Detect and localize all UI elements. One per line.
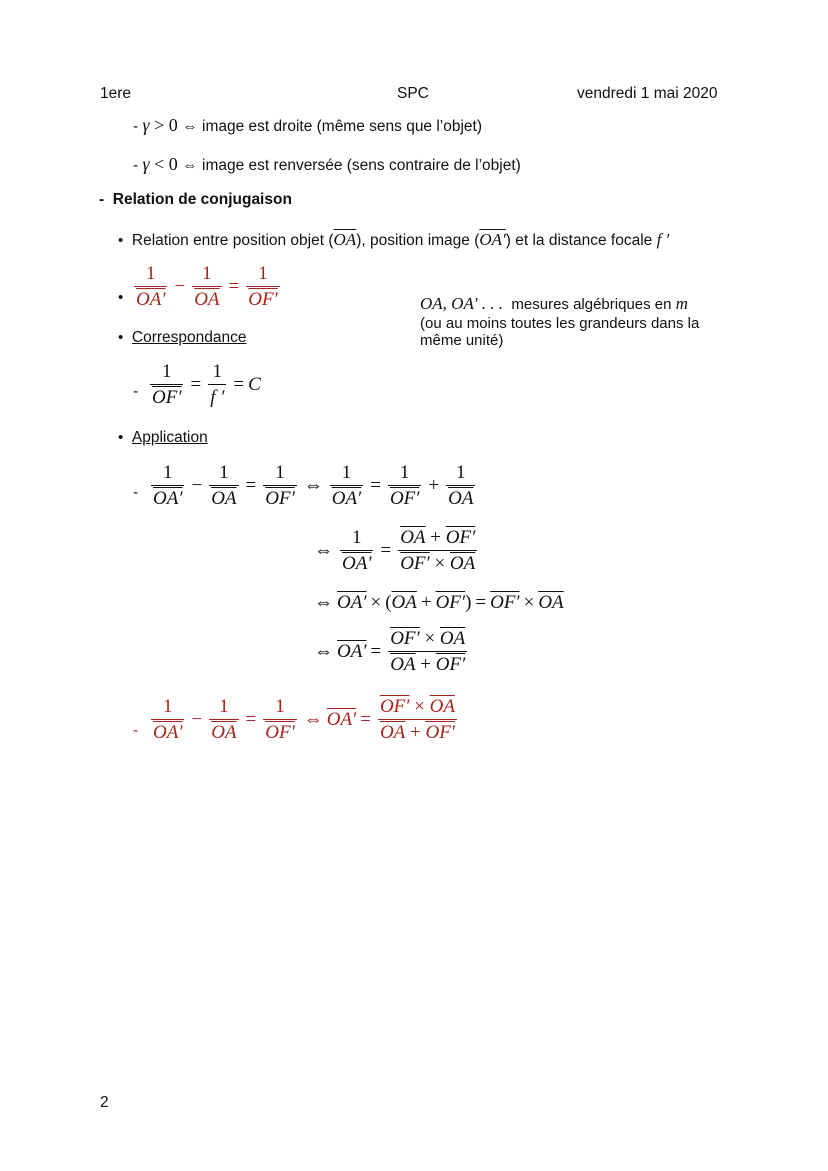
relation-line: • Relation entre position objet $(\overline{OA})$, position image (OA′) et la distance focale f ′	[118, 230, 670, 249]
relation-text-a: Relation entre position objet (	[131, 232, 334, 249]
dash-marker: -	[133, 722, 139, 739]
application-item	[118, 429, 208, 447]
bullet-icon: •	[118, 329, 124, 346]
derivation-step-4: ⇔ OA′ = $\frac{OF' \times \overline{OA}}{\overline{OA} + OF'}$	[314, 628, 466, 675]
derivation-step-3: ⇔ OA′ × ( $\overline{OA}$ + OF′ ) = OF′ × $\overline{OA}$	[314, 592, 564, 613]
header-center: SPC	[397, 85, 429, 102]
section-title: Relation de conjugaison	[112, 191, 292, 208]
final-result-formula: $\frac{1}{OA'}$ − $\frac{1}{OA}$ = $\frac{1}{OF'}$ ⇔ OA′ = $\frac{OF' \times \overline{OA}}{\overline{OA} + OF'}$	[153, 696, 455, 743]
correspondance-label: Correspondance	[131, 329, 247, 346]
correspondance-formula: $\frac{1}{OF'}$ = $\frac{1}{f '}$ = C	[152, 361, 261, 408]
note-line2: (ou au moins toutes les grandeurs dans la	[420, 315, 700, 332]
relation-text-b: ), position image (	[356, 232, 480, 249]
gamma-positive-line: - γ > 0 ⇔ image est droite (même sens que l’objet)	[133, 115, 483, 135]
correspondance-item	[118, 329, 247, 347]
bullet-icon: •	[118, 429, 124, 446]
derivation-step-1: $\frac{1}{OA'}$ − $\frac{1}{OA}$ = $\frac{1}{OF'}$ ⇔ $\frac{1}{OA'}$ = $\frac{1}{OF'}$ + $\frac{1}{OA}$	[153, 462, 474, 509]
note-unit: m	[675, 294, 688, 313]
bullet-icon: •	[118, 232, 124, 249]
header-right: vendredi 1 mai 2020	[577, 85, 718, 102]
conjugation-formula: $\frac{1}{OA'}$ − $\frac{1}{OA}$ = $\frac{1}{OF'}$	[136, 263, 278, 310]
application-label: Application	[131, 429, 208, 446]
note-line1: OA, OA′ . . . mesures algébriques en m	[420, 294, 688, 313]
gamma-negative-text: image est renversée (sens contraire de l’objet)	[202, 157, 521, 174]
note-line1-suffix: mesures algébriques en	[511, 296, 676, 313]
section-heading	[99, 191, 292, 209]
dash-marker: -	[133, 484, 139, 501]
note-line3: même unité)	[420, 332, 504, 349]
gamma-negative-line: - γ < 0 ⇔ image est renversée (sens contraire de l’objet)	[133, 154, 521, 174]
derivation-step-2: ⇔ $\frac{1}{OA'}$ = $\frac{\overline{OA} + OF'}{OF' \times \overline{OA}}$	[314, 527, 476, 574]
page-number: 2	[100, 1094, 109, 1111]
dash-marker: -	[99, 191, 105, 208]
header-left: 1ere	[100, 85, 132, 102]
gamma-positive-text: image est droite (même sens que l’objet)	[202, 118, 483, 135]
dash-marker: -	[133, 383, 139, 400]
relation-text-c: ) et la distance focale	[505, 232, 657, 249]
bullet-icon: •	[118, 289, 124, 306]
